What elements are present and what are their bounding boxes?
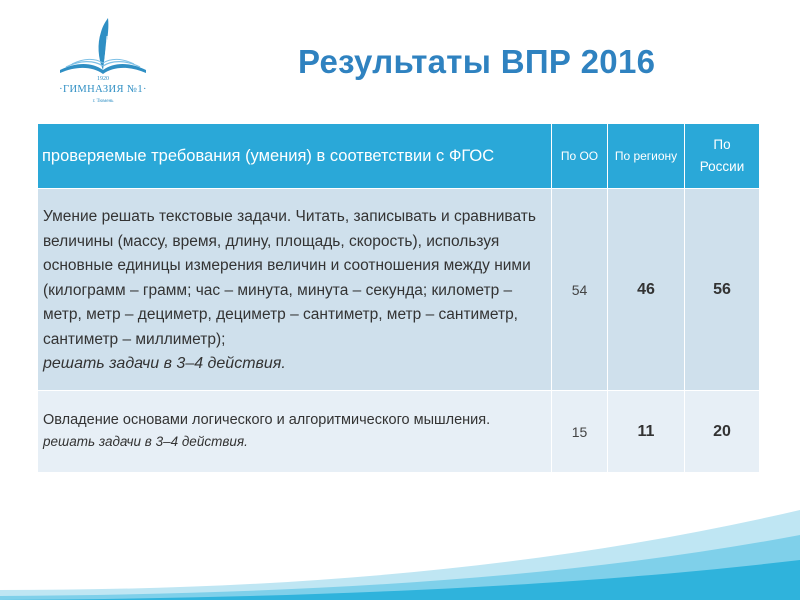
table-header-row (38, 124, 760, 189)
decorative-wave (0, 490, 800, 600)
gymnasium-logo (48, 18, 158, 110)
table-row (38, 189, 760, 391)
value-region: 11 (608, 391, 685, 473)
requirement-text: Умение решать текстовые задачи. Читать, записывать и сравнивать величины (массу, время, длину, площадь, скорость), используя основные единицы измерения величин и соотношения между ними (килограмм – грамм; час – минута, минута – секунда; километр – метр, метр – дециметр, дециметр – сантиметр, метр – сантиметр, сантиметр – миллиметр); (43, 208, 536, 348)
results-table (37, 123, 760, 473)
value-russia: 56 (685, 189, 760, 391)
value-russia: 20 (685, 391, 760, 473)
logo-city: г. Тюмень (92, 99, 114, 104)
header-region: По региону (608, 124, 685, 189)
value-region: 46 (608, 189, 685, 391)
value-school: 15 (552, 391, 608, 473)
requirement-text: Овладение основами логического и алгоритмического мышления. (43, 411, 491, 428)
header-russia-text: По России (699, 137, 745, 174)
value-school: 54 (552, 189, 608, 391)
requirement-cell (38, 391, 552, 473)
requirement-cell (38, 189, 552, 391)
requirement-note: решать задачи в 3–4 действия. (43, 433, 248, 449)
logo-year: 1920 (97, 76, 109, 82)
header-school: По ОО (552, 124, 608, 189)
header-requirement: проверяемые требования (умения) в соответствии с ФГОС (38, 124, 552, 189)
page-title: Результаты ВПР 2016 (298, 43, 656, 80)
table-row (38, 391, 760, 473)
header-russia (685, 124, 760, 189)
requirement-note: решать задачи в 3–4 действия. (43, 355, 286, 373)
quill-book-icon (48, 18, 158, 78)
logo-name: ·ГИМНАЗИЯ №1· (59, 84, 147, 95)
